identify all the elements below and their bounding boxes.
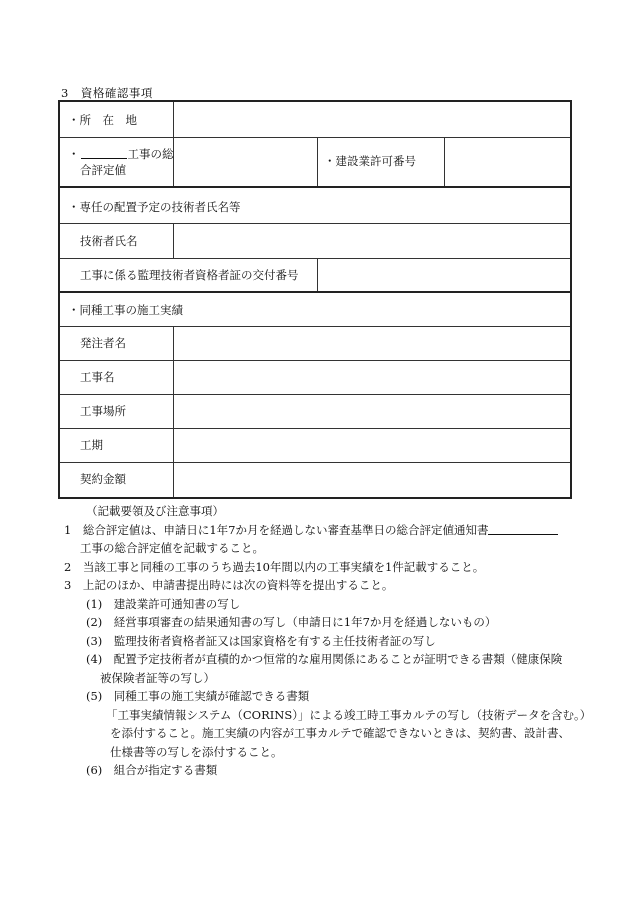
note-item-5-line-1: 「工事実績情報システム（CORINS）」による竣工時工事カルテの写し（技術データを含む。） xyxy=(106,707,592,722)
note-item-6: (6) 組合が指定する書類 xyxy=(86,763,218,777)
section-title: 3 資格確認事項 xyxy=(61,86,153,100)
engineer-header: ・専任の配置予定の技術者氏名等 xyxy=(68,200,241,214)
orderer-label: 発注者名 xyxy=(80,336,126,350)
note-item-5-line-2: を添付すること。施工実績の内容が工事カルテで確認できないときは、契約書、設計書、 xyxy=(110,726,570,740)
note-item-5: (5) 同種工事の施工実績が確認できる書類 xyxy=(86,689,310,703)
work-place-label: 工事場所 xyxy=(80,404,126,418)
divider xyxy=(60,291,570,293)
note-item-1: (1) 建設業許可通知書の写し xyxy=(86,596,241,611)
period-label: 工期 xyxy=(80,438,103,452)
total-eval-field[interactable] xyxy=(174,138,317,186)
supervisor-cert-label: 工事に係る監理技術者資格者証の交付番号 xyxy=(80,268,299,282)
total-eval-label: ・ 工事の総 xyxy=(68,147,174,161)
note-2: 2 当該工事と同種の工事のうち過去10年間以内の工事実績を1件記載すること。 xyxy=(64,559,485,574)
blank-line xyxy=(81,148,127,159)
engineer-name-label: 技術者氏名 xyxy=(80,234,138,248)
note-3: 3 上記のほか、申請書提出時には次の資料等を提出すること。 xyxy=(64,578,394,592)
blank-line xyxy=(488,524,558,535)
note-item-4-cont: 被保険者証等の写し） xyxy=(100,670,215,685)
total-eval-label-2: 合評定値 xyxy=(80,163,126,177)
divider xyxy=(317,138,318,186)
qualification-form-table xyxy=(58,100,572,499)
note-item-5-line-3: 仕様書等の写しを添付すること。 xyxy=(110,744,283,759)
note-item-3: (3) 監理技術者資格者証又は国家資格を有する主任技術者証の写し xyxy=(86,633,436,648)
supervisor-cert-field[interactable] xyxy=(318,259,572,291)
work-name-label: 工事名 xyxy=(80,370,115,384)
period-field[interactable] xyxy=(174,429,572,462)
notes-section xyxy=(60,502,592,780)
license-number-field[interactable] xyxy=(445,138,572,186)
location-field[interactable] xyxy=(174,102,572,137)
divider xyxy=(60,186,570,188)
location-label: ・所 在 地 xyxy=(68,113,137,127)
note-1-cont: 工事の総合評定値を記載すること。 xyxy=(80,541,264,555)
license-number-label: ・建設業許可番号 xyxy=(324,154,416,168)
similar-work-header: ・同種工事の施工実績 xyxy=(68,303,183,317)
work-name-field[interactable] xyxy=(174,361,572,394)
contract-amount-label: 契約金額 xyxy=(80,472,126,486)
orderer-field[interactable] xyxy=(174,327,572,360)
work-place-field[interactable] xyxy=(174,395,572,428)
note-1: 1 総合評定値は、申請日に1年7か月を経過しない審査基準日の総合評定値通知書 xyxy=(64,521,584,540)
engineer-name-field[interactable] xyxy=(174,224,572,258)
notes-heading: （記載要領及び注意事項） xyxy=(86,504,224,518)
note-item-2: (2) 経営事項審査の結果通知書の写し（申請日に1年7か月を経過しないもの） xyxy=(86,615,497,629)
note-item-4: (4) 配置予定技術者が直積的かつ恒常的な雇用関係にあることが証明できる書類（健康保険 xyxy=(86,652,563,666)
contract-amount-field[interactable] xyxy=(174,463,572,497)
